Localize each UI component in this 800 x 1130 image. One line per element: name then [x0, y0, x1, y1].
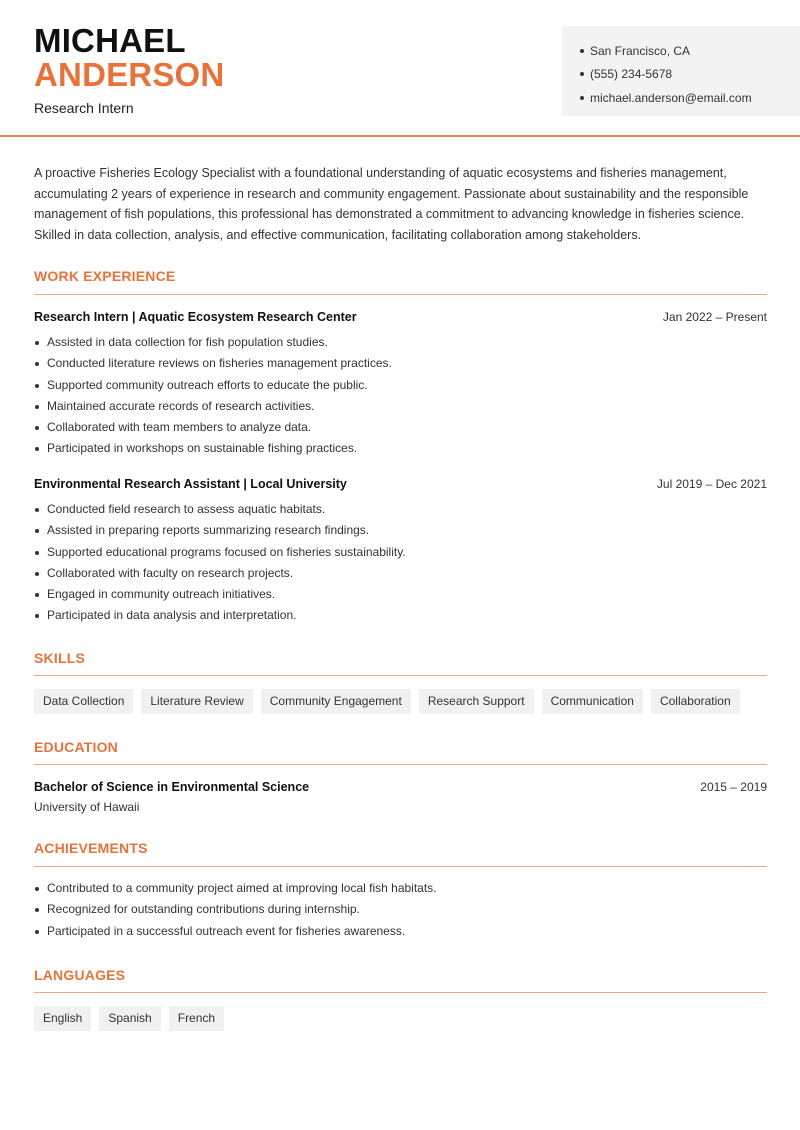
school-name: University of Hawaii: [34, 800, 140, 814]
job-bullets: [47, 332, 767, 460]
skill-tag: Communication: [542, 689, 643, 714]
achievements-heading: ACHIEVEMENTS: [34, 840, 148, 856]
bullet-icon: [580, 96, 584, 100]
section-divider: [34, 992, 767, 993]
list-item: Participated in workshops on sustainable fishing practices.: [47, 438, 767, 459]
section-divider: [34, 294, 767, 295]
section-divider: [34, 866, 767, 867]
skills-heading: SKILLS: [34, 650, 85, 666]
list-item: Collaborated with team members to analyze data.: [47, 417, 767, 438]
list-item: Assisted in data collection for fish population studies.: [47, 332, 767, 353]
degree: Bachelor of Science in Environmental Science: [34, 780, 310, 794]
job-header: [34, 310, 767, 324]
list-item: Participated in a successful outreach event for fisheries awareness.: [47, 921, 767, 942]
section-divider: [34, 764, 767, 765]
education-dates: 2015 – 2019: [700, 780, 767, 794]
job-dates: Jul 2019 – Dec 2021: [656, 477, 767, 491]
contact-email: [580, 86, 800, 110]
list-item: Assisted in preparing reports summarizing research findings.: [47, 520, 767, 541]
language-tag: French: [169, 1006, 224, 1031]
email-text: michael.anderson@email.com: [590, 90, 752, 105]
list-item: Maintained accurate records of research activities.: [47, 396, 767, 417]
bullet-icon: [580, 72, 584, 76]
contact-box: [562, 26, 800, 116]
skill-tag: Research Support: [419, 689, 534, 714]
language-tag: Spanish: [99, 1006, 160, 1031]
list-item: Conducted field research to assess aquatic habitats.: [47, 499, 767, 520]
skill-tag: Data Collection: [34, 689, 133, 714]
achievement-bullets: [47, 878, 767, 942]
contact-phone: [580, 63, 800, 87]
list-item: Conducted literature reviews on fisheries management practices.: [47, 353, 767, 374]
list-item: Supported educational programs focused on fisheries sustainability.: [47, 542, 767, 563]
list-item: Participated in data analysis and interpretation.: [47, 605, 767, 626]
phone-text: (555) 234-5678: [590, 67, 673, 82]
job-bullets: [47, 499, 767, 627]
job-role: Environmental Research Assistant | Local University: [34, 477, 347, 491]
skill-tag: Literature Review: [141, 689, 252, 714]
list-item: Engaged in community outreach initiatives.: [47, 584, 767, 605]
list-item: Contributed to a community project aimed at improving local fish habitats.: [47, 878, 767, 899]
first-name: MICHAEL: [34, 22, 186, 59]
language-tags: [34, 1006, 224, 1031]
list-item: Recognized for outstanding contributions during internship.: [47, 899, 767, 920]
bullet-icon: [580, 49, 584, 53]
skill-tag: Collaboration: [651, 689, 740, 714]
location-text: San Francisco, CA: [590, 43, 691, 58]
resume-header: [0, 0, 800, 137]
list-item: Supported community outreach efforts to educate the public.: [47, 375, 767, 396]
contact-location: [580, 39, 800, 63]
section-divider: [34, 675, 767, 676]
list-item: Collaborated with faculty on research projects.: [47, 563, 767, 584]
education-header: [34, 780, 767, 794]
skill-tag: Community Engagement: [261, 689, 411, 714]
languages-heading: LANGUAGES: [34, 967, 126, 983]
job-dates: Jan 2022 – Present: [662, 310, 767, 324]
work-experience-heading: WORK EXPERIENCE: [34, 268, 176, 284]
job-header: [34, 477, 767, 491]
summary-paragraph: A proactive Fisheries Ecology Specialist with a foundational understanding of aquatic ecosystems and fisheries management, accumulating 2 years of experience in research and community engagement. Passionate about sustainability and the responsible management of fish populations, this professional has demonstrated a commitment to advancing knowledge in fisheries science. Skilled in data collection, analysis, and effective communication, facilitating collaboration among stakeholders.: [34, 166, 749, 243]
job-title: Research Intern: [34, 100, 134, 116]
language-tag: English: [34, 1006, 91, 1031]
skills-tags: [34, 689, 740, 714]
job-role: Research Intern | Aquatic Ecosystem Research Center: [34, 310, 357, 324]
last-name: ANDERSON: [34, 56, 225, 93]
education-heading: EDUCATION: [34, 739, 118, 755]
